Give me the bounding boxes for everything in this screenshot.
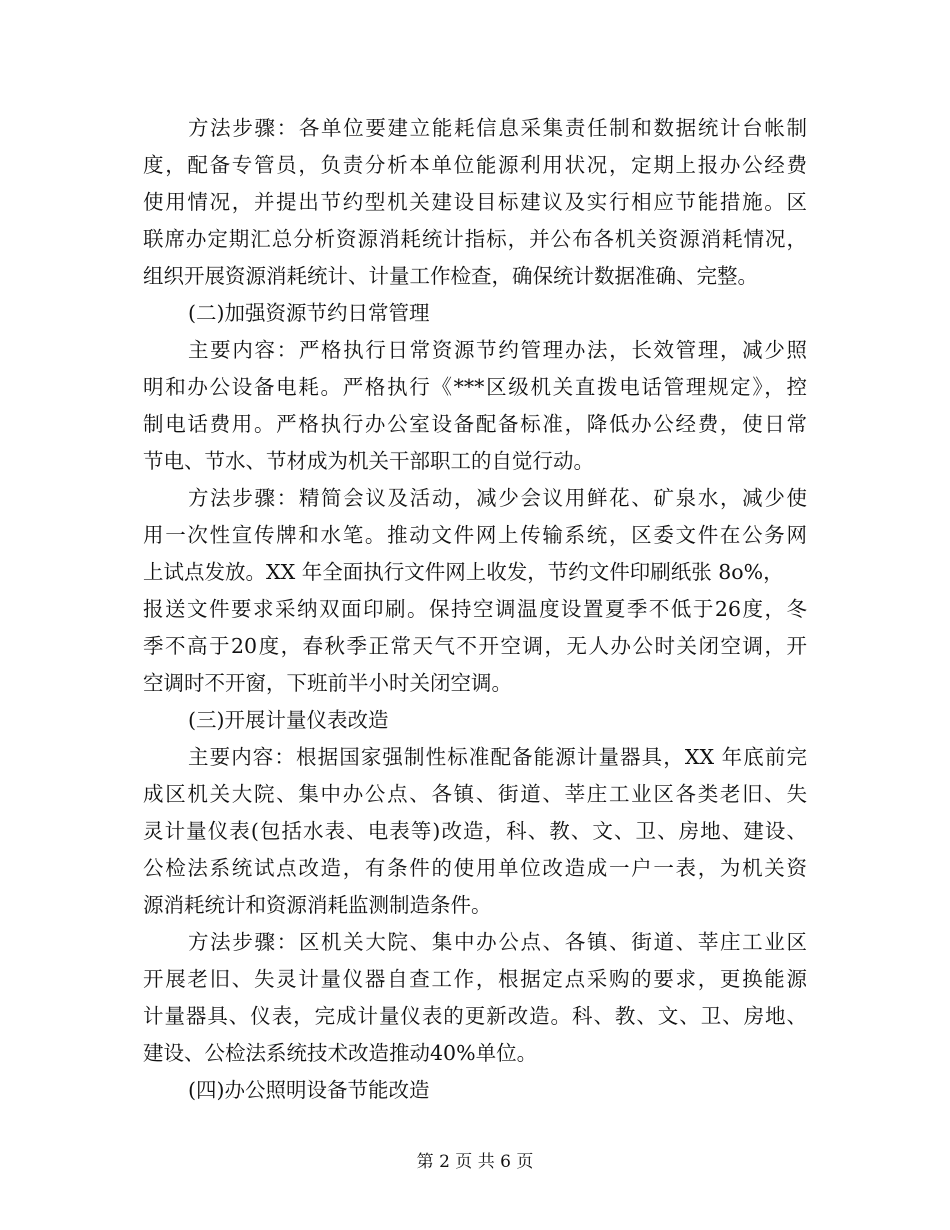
text-line: 用一次性宣传牌和水笔。推动文件网上传输系统，区委文件在公务网 (143, 523, 807, 547)
text-line: 灵计量仪表(包括水表、电表等)改造，科、教、文、卫、房地、建设、 (143, 819, 807, 843)
text-line: 季不高于20度，春秋季正常天气不开空调，无人办公时关闭空调，开 (143, 634, 807, 658)
text-line: 联席办定期汇总分析资源消耗统计指标，并公布各机关资源消耗情况， (143, 227, 807, 251)
text-line: 主要内容：根据国家强制性标准配备能源计量器具，XX 年底前完 (188, 745, 807, 769)
text-line: 度，配备专管员，负责分析本单位能源利用状况，定期上报办公经费 (143, 153, 807, 177)
text-line: 空调时不开窗，下班前半小时关闭空调。 (143, 671, 512, 695)
page-number: 第 2 页 共 6 页 (416, 1152, 534, 1172)
text-line: 建设、公检法系统技术改造推动40%单位。 (143, 1041, 538, 1065)
text-line: 组织开展资源消耗统计、计量工作检查，确保统计数据准确、完整。 (143, 264, 758, 288)
text-line: 主要内容：严格执行日常资源节约管理办法，长效管理，减少照 (188, 338, 807, 362)
text-line: 计量器具、仪表，完成计量仪表的更新改造。科、教、文、卫、房地、 (143, 1004, 807, 1028)
text-line: 使用情况，并提出节约型机关建设目标建议及实行相应节能措施。区 (143, 190, 807, 214)
text-line: 明和办公设备电耗。严格执行《***区级机关直拨电话管理规定》，控 (143, 375, 807, 399)
text-line: 节电、节水、节材成为机关干部职工的自觉行动。 (143, 449, 594, 473)
text-line: 上试点发放。XX 年全面执行文件网上收发，节约文件印刷纸张 8o%， (143, 560, 784, 584)
text-line: 方法步骤：精简会议及活动，减少会议用鲜花、矿泉水，减少使 (188, 486, 807, 510)
section-heading: (四)办公照明设备节能改造 (188, 1078, 430, 1102)
text-line: 制电话费用。严格执行办公室设备配备标准，降低办公经费，使日常 (143, 412, 807, 436)
section-heading: (二)加强资源节约日常管理 (188, 301, 430, 325)
text-line: 公检法系统试点改造，有条件的使用单位改造成一户一表，为机关资 (143, 856, 807, 880)
text-line: 方法步骤：区机关大院、集中办公点、各镇、街道、莘庄工业区 (188, 930, 807, 954)
text-line: 源消耗统计和资源消耗监测制造条件。 (143, 893, 492, 917)
section-heading: (三)开展计量仪表改造 (188, 708, 389, 732)
text-line: 报送文件要求采纳双面印刷。保持空调温度设置夏季不低于26度，冬 (143, 597, 807, 621)
text-line: 开展老旧、失灵计量仪器自查工作，根据定点采购的要求，更换能源 (143, 967, 807, 991)
text-line: 方法步骤：各单位要建立能耗信息采集责任制和数据统计台帐制 (188, 116, 807, 140)
text-line: 成区机关大院、集中办公点、各镇、街道、莘庄工业区各类老旧、失 (143, 782, 807, 806)
